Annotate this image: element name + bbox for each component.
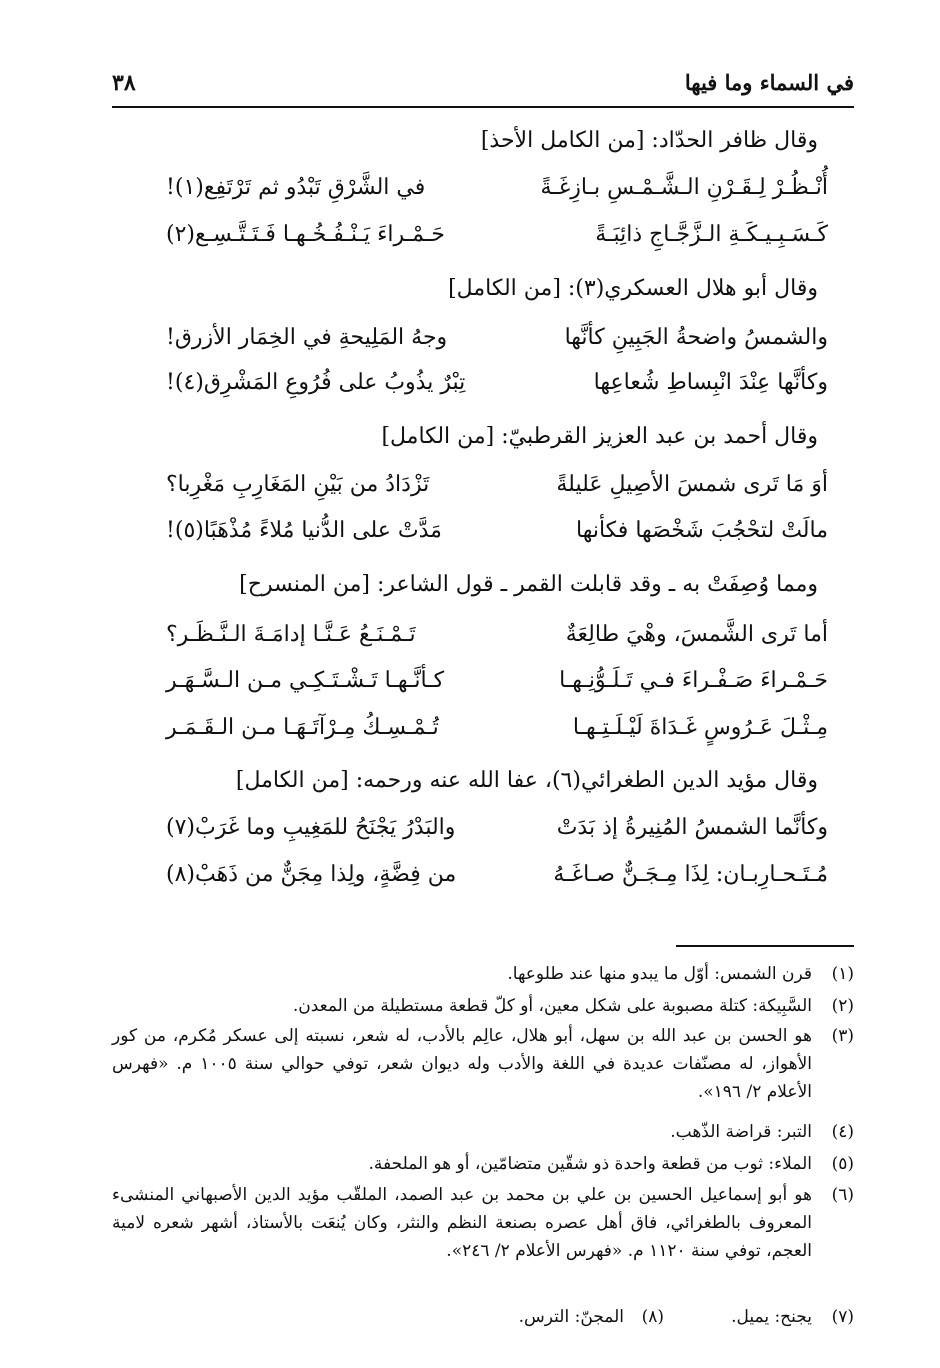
verse-second-hemistich: حَـمْـراءَ يَـنْـفُـخُـهـا فَـتَـتَّـسِـع(٢)	[166, 222, 445, 247]
footnote-text: التبر: قراضة الذّهب.	[670, 1122, 812, 1142]
verse-second-hemistich: في الشَّرْقِ تَبْدُو ثم تَرْتَفِع(١)!	[166, 175, 426, 200]
verse-second-hemistich: وجهُ المَلِيحةِ في الخِمَار الأزرق!	[166, 325, 448, 350]
verse-second-hemistich: والبَدْرُ يَجْنَحُ للمَغِيبِ وما غَرَبْ(٧)	[166, 815, 456, 840]
verse-first-hemistich: حَـمْـراءَ صَـفْـراءَ فـي تَـلَـوُّنِـهـا	[559, 668, 828, 693]
verse-line	[112, 518, 828, 558]
verse-line	[112, 668, 828, 708]
footnote	[112, 960, 854, 988]
running-title: في السماء وما فيها	[684, 70, 854, 95]
footnote-text: السَّبِيكة: كتلة مصبوبة على شكل معين، أو كلّ قطعة مستطيلة من المعدن.	[292, 996, 812, 1016]
verse-line	[112, 222, 828, 262]
footnote-number: (١)	[831, 964, 854, 984]
verse-line	[112, 622, 828, 662]
verse-first-hemistich: أما تَرى الشَّمسَ، وهْيَ طالِعَةٌ	[565, 622, 828, 647]
verse-first-hemistich: أُنْـظُـرْ لِـقَـرْنِ الـشَّـمْـسِ بـازِغَـةً	[540, 175, 828, 200]
verse-first-hemistich: مُـتَـحـارِبـان: لِذَا مِـجَـنٌّ صـاغَـهُ	[553, 862, 828, 887]
verse-line	[112, 815, 828, 855]
footnote	[112, 1150, 854, 1178]
footnote-number: (٨)	[641, 1307, 664, 1327]
footnote-number: (٥)	[831, 1154, 854, 1174]
verse-line	[112, 370, 828, 410]
footnote-number: (٣)	[831, 1026, 854, 1046]
poem-intro: وقال أبو هلال العسكري(٣): [من الكامل]	[448, 276, 818, 301]
poem-intro: وقال مؤيد الدين الطغرائي(٦)، عفا الله عنه ورحمه: [من الكامل]	[235, 768, 818, 793]
footnote-text: هو أبو إسماعيل الحسين بن علي بن محمد بن عبد الصمد، الملقّب مؤيد الدين الأصبهاني المنشىء المعروف بالطغرائي، فاق أهل عصره بصنعة النظم والنثر، وكان يُنعَت بالأستاذ، أشهر شعره لامية العجم، توفي سنة ١١٢٠ م. «فهرس الأعلام ٢/ ٢٤٦».	[112, 1185, 812, 1261]
footnote	[112, 1303, 854, 1331]
verse-first-hemistich: وكأنَّما الشمسُ المُنِيرةُ إذ بَدَتْ	[556, 815, 828, 840]
footnote	[112, 1022, 854, 1106]
footnote	[112, 1181, 854, 1265]
verse-first-hemistich: والشمسُ واضحةُ الجَبِينِ كأنَّها	[564, 325, 828, 350]
verse-second-hemistich: مَدَّتْ على الدُّنيا مُلاءً مُذْهَبًا(٥)!	[166, 518, 442, 543]
verse-line	[112, 325, 828, 365]
verse-line	[112, 472, 828, 512]
footnote-text: هو الحسن بن عبد الله بن سهل، أبو هلال، عالِم بالأدب، له شعر، نسبته إلى عسكر مُكرم، من كور الأهواز، له مصنّفات عديدة في اللغة والأدب وله ديوان شعر، توفي حوالي سنة ١٠٠٥ م. «فهرس الأعلام ٢/ ١٩٦».	[112, 1026, 812, 1102]
verse-second-hemistich: تِبْرٌ يذُوبُ على فُرُوعِ المَشْرِق(٤)!	[166, 370, 466, 395]
page-number: ٣٨	[112, 70, 136, 96]
verse-line	[112, 862, 828, 902]
footnote-text: قرن الشمس: أوّل ما يبدو منها عند طلوعها.	[507, 964, 812, 984]
verse-first-hemistich: وكأنَّها عِنْدَ انْبِساطِ شُعاعِها	[593, 370, 828, 395]
verse-first-hemistich: مالَتْ لتحْجُبَ شَخْصَها فكأنها	[575, 518, 828, 543]
verse-second-hemistich: كـأنَّـهـا تَـشْـتَـكِـي مـن الـسَّـهَـر	[166, 668, 445, 693]
footnote-text: يجنح: يميل.	[731, 1307, 812, 1327]
verse-second-hemistich: تَـمْـنَـعُ عَـنَّـا إدامَـةَ الـنَّـظَـر؟	[166, 622, 416, 647]
verse-first-hemistich: مِـثْـلَ عَـرُوسٍ غَـدَاةَ لَيْـلَـتِـهـا	[572, 715, 828, 740]
verse-second-hemistich: تُـمْـسِـكُ مِـرْآتَـهَـا مـن الـقَـمَـر	[166, 715, 439, 740]
footnote-number: (٧)	[831, 1307, 854, 1327]
poem-intro: وقال ظافر الحدّاد: [من الكامل الأحذ]	[480, 128, 818, 153]
footnote-separator	[676, 945, 854, 947]
footnote-number: (٤)	[831, 1122, 854, 1142]
poem-intro: وقال أحمد بن عبد العزيز القرطبيّ: [من الكامل]	[381, 424, 818, 449]
footnote	[112, 1118, 854, 1146]
footnote-text: المجنّ: الترس.	[518, 1307, 624, 1327]
footnote-number: (٢)	[831, 996, 854, 1016]
footnote	[112, 992, 854, 1020]
page-header	[112, 62, 854, 108]
verse-second-hemistich: تَزْدَادُ من بَيْنِ المَغَارِبِ مَغْرِبا؟	[166, 472, 430, 497]
verse-line	[112, 175, 828, 215]
verse-first-hemistich: كَـسَـبِـيـكَـةِ الـزَّجَّـاجِ ذائِبَـةً	[595, 222, 828, 247]
poem-intro: ومما وُصِفَتْ به ـ وقد قابلت القمر ـ قول الشاعر: [من المنسرح]	[239, 572, 818, 597]
footnote-text: الملاء: ثوب من قطعة واحدة ذو شقّين متضامّين، أو هو الملحفة.	[368, 1154, 812, 1174]
verse-first-hemistich: أوَ مَا تَرى شمسَ الأصِيلِ عَليلةً	[556, 472, 828, 497]
footnote-number: (٦)	[831, 1185, 854, 1205]
verse-line	[112, 715, 828, 755]
verse-second-hemistich: من فِضَّةٍ، ولِذا مِجَنٌّ من ذَهَبْ(٨)	[166, 862, 457, 887]
